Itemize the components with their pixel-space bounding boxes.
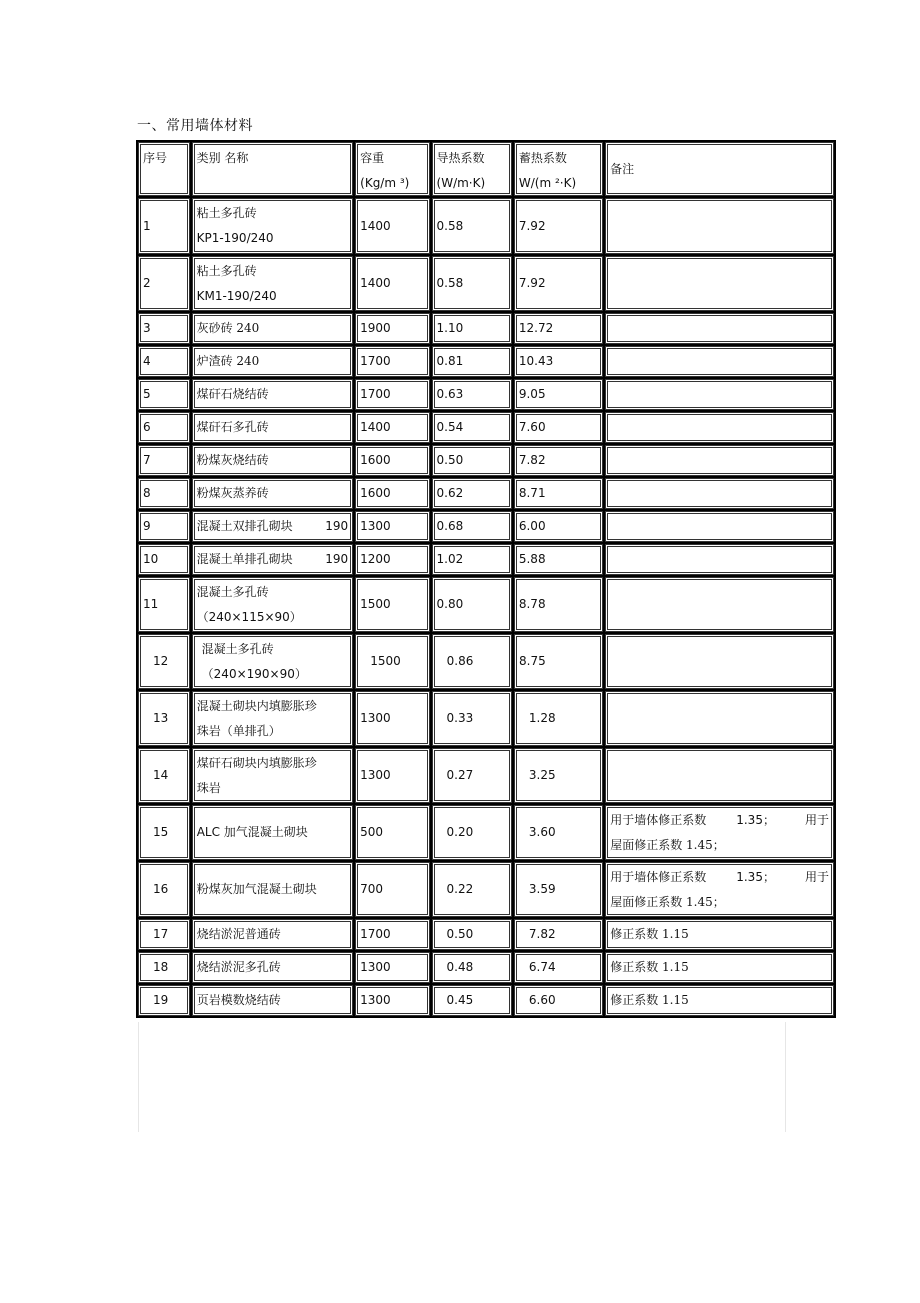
row-conductivity: 0.63 bbox=[432, 379, 512, 410]
row-density: 1700 bbox=[355, 346, 429, 377]
row-remark bbox=[605, 346, 834, 377]
row-name: 灰砂砖 240 bbox=[192, 313, 354, 344]
row-index: 8 bbox=[138, 478, 190, 509]
row-name: 混凝土多孔砖 （240×190×90） bbox=[192, 634, 354, 689]
row-index: 16 bbox=[138, 862, 190, 917]
row-index: 15 bbox=[138, 805, 190, 860]
row-conductivity: 0.50 bbox=[432, 445, 512, 476]
row-density: 1300 bbox=[355, 511, 429, 542]
row-remark bbox=[605, 379, 834, 410]
row-conductivity: 0.58 bbox=[432, 198, 512, 254]
row-remark: 修正系数 1.15 bbox=[605, 985, 834, 1016]
row-heat-storage: 7.60 bbox=[514, 412, 603, 443]
row-name: 混凝土砌块内填膨胀珍 珠岩（单排孔） bbox=[192, 691, 353, 746]
row-name: 煤矸石砌块内填膨胀珍 珠岩 bbox=[192, 748, 353, 803]
row-remark: 用于墙体修正系数 1.35； 用于 屋面修正系数 1.45； bbox=[605, 862, 834, 917]
row-heat-storage: 5.88 bbox=[514, 544, 603, 575]
row-remark bbox=[605, 478, 834, 509]
row-remark bbox=[605, 577, 834, 632]
row-index: 4 bbox=[138, 346, 190, 377]
row-density: 1900 bbox=[355, 313, 429, 344]
row-remark bbox=[605, 313, 834, 344]
row-conductivity: 0.22 bbox=[432, 862, 512, 917]
row-heat-storage: 8.78 bbox=[514, 577, 603, 632]
row-remark bbox=[605, 691, 834, 746]
row-heat-storage: 6.60 bbox=[514, 985, 603, 1016]
row-heat-storage: 7.82 bbox=[514, 919, 603, 950]
row-heat-storage: 8.71 bbox=[514, 478, 603, 509]
row-name: 烧结淤泥多孔砖 bbox=[192, 952, 353, 983]
row-heat-storage: 3.60 bbox=[514, 805, 603, 860]
row-density: 1400 bbox=[355, 412, 429, 443]
row-index: 2 bbox=[138, 256, 190, 311]
row-density: 500 bbox=[355, 805, 429, 860]
header-index: 序号 bbox=[138, 142, 190, 196]
table-row bbox=[138, 634, 834, 689]
table-header-row bbox=[138, 142, 834, 196]
table-row bbox=[138, 198, 834, 254]
row-name: 粉煤灰蒸养砖 bbox=[192, 478, 354, 509]
row-name: 混凝土多孔砖 （240×115×90） bbox=[192, 577, 354, 632]
row-index: 10 bbox=[138, 544, 190, 575]
table-row bbox=[138, 412, 834, 443]
row-index: 17 bbox=[138, 919, 190, 950]
row-conductivity: 0.48 bbox=[432, 952, 512, 983]
row-remark bbox=[605, 544, 834, 575]
row-remark bbox=[605, 198, 834, 254]
row-density: 1200 bbox=[355, 544, 429, 575]
row-index: 7 bbox=[138, 445, 190, 476]
row-heat-storage: 6.00 bbox=[514, 511, 603, 542]
row-density: 1500 bbox=[355, 577, 429, 632]
row-name: 烧结淤泥普通砖 bbox=[192, 919, 353, 950]
header-conductivity: 导热系数 (W/m·K) bbox=[432, 142, 512, 196]
row-heat-storage: 12.72 bbox=[514, 313, 603, 344]
row-conductivity: 1.02 bbox=[432, 544, 512, 575]
row-name: 炉渣砖 240 bbox=[192, 346, 354, 377]
empty-table-area bbox=[138, 1022, 786, 1132]
table-row bbox=[138, 919, 834, 950]
row-heat-storage: 7.92 bbox=[514, 198, 603, 254]
row-conductivity: 0.50 bbox=[432, 919, 512, 950]
row-heat-storage: 8.75 bbox=[514, 634, 603, 689]
row-density: 1700 bbox=[355, 919, 429, 950]
row-conductivity: 0.27 bbox=[432, 748, 512, 803]
row-density: 1400 bbox=[355, 198, 429, 254]
row-name: 页岩模数烧结砖 bbox=[192, 985, 353, 1016]
table-row bbox=[138, 379, 834, 410]
row-density: 1600 bbox=[355, 445, 429, 476]
row-name: 煤矸石烧结砖 bbox=[192, 379, 354, 410]
row-remark bbox=[605, 256, 834, 311]
table-row bbox=[138, 805, 834, 860]
row-conductivity: 0.33 bbox=[432, 691, 512, 746]
row-remark bbox=[605, 748, 834, 803]
row-index: 1 bbox=[138, 198, 190, 254]
row-remark: 修正系数 1.15 bbox=[605, 952, 834, 983]
row-density: 1500 bbox=[355, 634, 429, 689]
row-conductivity: 0.81 bbox=[432, 346, 512, 377]
row-density: 1700 bbox=[355, 379, 429, 410]
row-heat-storage: 10.43 bbox=[514, 346, 603, 377]
table-row bbox=[138, 445, 834, 476]
row-name: 粉煤灰烧结砖 bbox=[192, 445, 354, 476]
row-index: 13 bbox=[138, 691, 190, 746]
row-heat-storage: 6.74 bbox=[514, 952, 603, 983]
row-conductivity: 0.86 bbox=[432, 634, 512, 689]
table-row bbox=[138, 952, 834, 983]
row-conductivity: 1.10 bbox=[432, 313, 512, 344]
row-density: 1600 bbox=[355, 478, 429, 509]
row-index: 12 bbox=[138, 634, 190, 689]
row-name: 混凝土单排孔砌块 190 bbox=[192, 544, 354, 575]
row-density: 1300 bbox=[355, 952, 429, 983]
row-conductivity: 0.45 bbox=[432, 985, 512, 1016]
header-name: 类别 名称 bbox=[192, 142, 354, 196]
row-index: 11 bbox=[138, 577, 190, 632]
row-index: 18 bbox=[138, 952, 190, 983]
table-row bbox=[138, 748, 834, 803]
header-density: 容重 (Kg/m ³) bbox=[355, 142, 429, 196]
row-heat-storage: 1.28 bbox=[514, 691, 603, 746]
row-conductivity: 0.68 bbox=[432, 511, 512, 542]
row-index: 3 bbox=[138, 313, 190, 344]
header-remark: 备注 bbox=[605, 142, 834, 196]
row-remark bbox=[605, 634, 834, 689]
row-index: 19 bbox=[138, 985, 190, 1016]
row-density: 1300 bbox=[355, 748, 429, 803]
row-heat-storage: 3.59 bbox=[514, 862, 603, 917]
row-heat-storage: 7.82 bbox=[514, 445, 603, 476]
row-heat-storage: 7.92 bbox=[514, 256, 603, 311]
table-row bbox=[138, 478, 834, 509]
row-index: 5 bbox=[138, 379, 190, 410]
row-remark bbox=[605, 511, 834, 542]
row-remark bbox=[605, 412, 834, 443]
row-heat-storage: 3.25 bbox=[514, 748, 603, 803]
row-name: 粘土多孔砖 KM1-190/240 bbox=[192, 256, 354, 311]
row-index: 9 bbox=[138, 511, 190, 542]
row-conductivity: 0.58 bbox=[432, 256, 512, 311]
row-conductivity: 0.20 bbox=[432, 805, 512, 860]
table-row bbox=[138, 691, 834, 746]
row-index: 14 bbox=[138, 748, 190, 803]
row-density: 1400 bbox=[355, 256, 429, 311]
row-conductivity: 0.62 bbox=[432, 478, 512, 509]
row-remark: 用于墙体修正系数 1.35； 用于 屋面修正系数 1.45； bbox=[605, 805, 834, 860]
row-heat-storage: 9.05 bbox=[514, 379, 603, 410]
row-conductivity: 0.80 bbox=[432, 577, 512, 632]
row-name: 混凝土双排孔砌块 190 bbox=[192, 511, 354, 542]
section-heading: 一、常用墙体材料 bbox=[137, 118, 253, 134]
row-index: 6 bbox=[138, 412, 190, 443]
table-row bbox=[138, 346, 834, 377]
table-row bbox=[138, 862, 834, 917]
table-row bbox=[138, 313, 834, 344]
row-name: 煤矸石多孔砖 bbox=[192, 412, 354, 443]
table-row bbox=[138, 511, 834, 542]
table-row bbox=[138, 256, 834, 311]
row-remark: 修正系数 1.15 bbox=[605, 919, 834, 950]
row-name: ALC 加气混凝土砌块 bbox=[192, 805, 353, 860]
table-row bbox=[138, 577, 834, 632]
row-conductivity: 0.54 bbox=[432, 412, 512, 443]
row-name: 粘土多孔砖 KP1-190/240 bbox=[192, 198, 354, 254]
row-remark bbox=[605, 445, 834, 476]
table-row bbox=[138, 985, 834, 1016]
table-row bbox=[138, 544, 834, 575]
row-name: 粉煤灰加气混凝土砌块 bbox=[192, 862, 353, 917]
row-density: 1300 bbox=[355, 691, 429, 746]
header-heat-storage: 蓄热系数 W/(m ²·K) bbox=[514, 142, 603, 196]
wall-materials-table bbox=[136, 140, 836, 1018]
row-density: 700 bbox=[355, 862, 429, 917]
row-density: 1300 bbox=[355, 985, 429, 1016]
